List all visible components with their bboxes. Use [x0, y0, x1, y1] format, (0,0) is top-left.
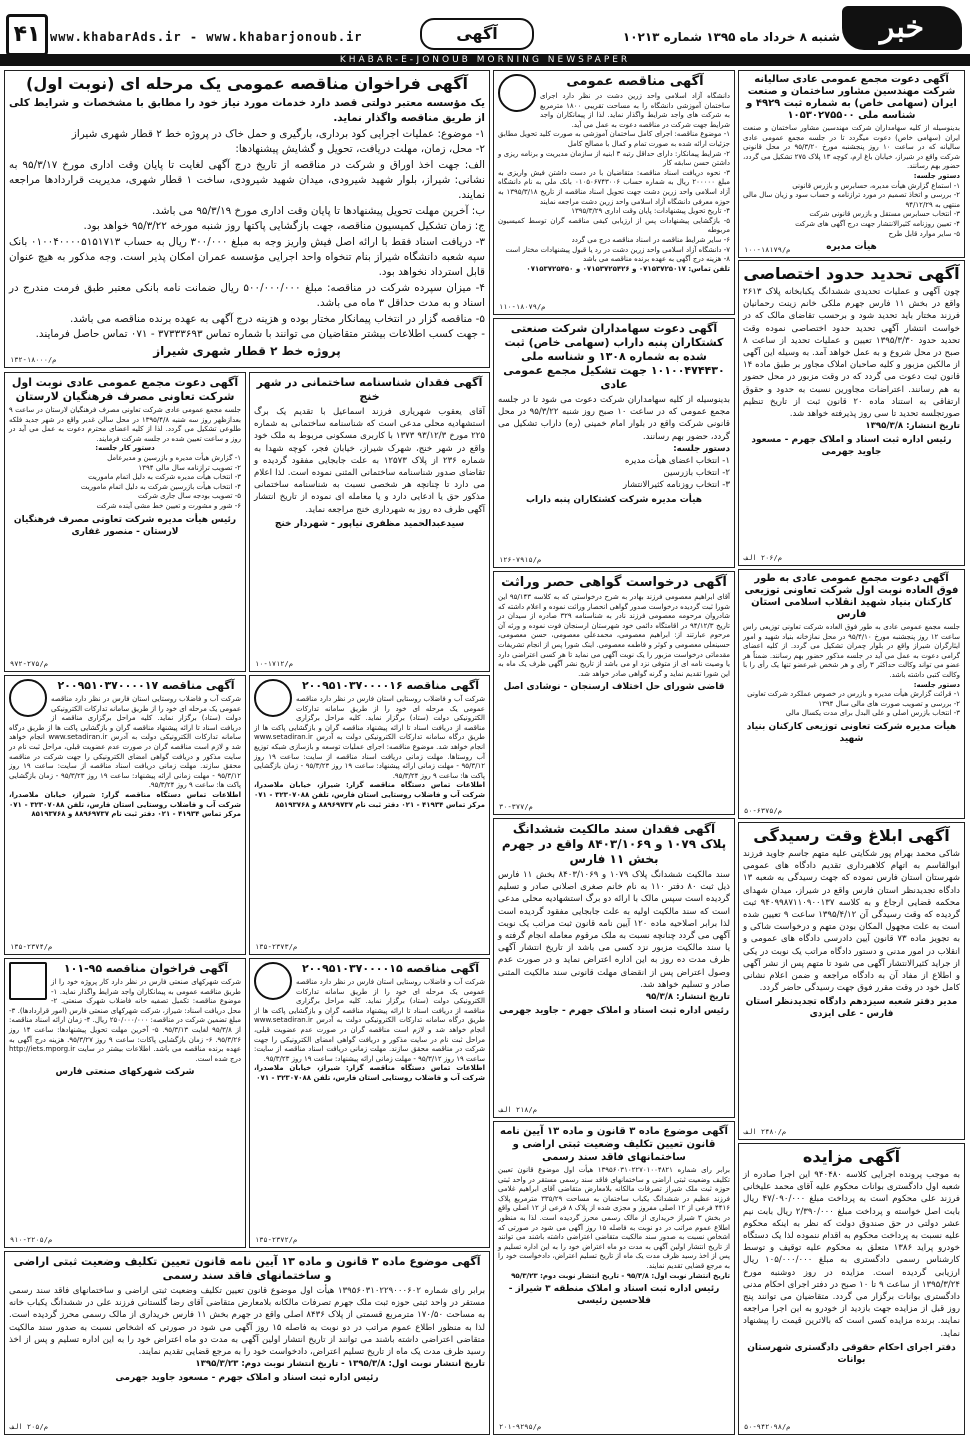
industrial-estates-logo-icon [9, 962, 47, 1000]
ad-body: بدینوسیله از کلیه سهامداران شرکت مهندسین مشاور ساختمان و صنعت ایران (سهامی خاص) دعوت میگردد تا در جلسه مجمع عمومی عادی سالیانه که در ساعت ۱۰ روز پنجشنبه مورخ ۹۵/۳/۲۰ در محل قانونی شرکت واقع در شیراز، خیابان باغ ارم، کوچه ۱۳ پلاک ۲۷۵ تشکیل می گردد، حضور بهم رسانند. [743, 124, 961, 171]
ad-tahdid-hodud [738, 260, 965, 566]
section-label: آگهی [420, 18, 534, 50]
ad-signature: هیأت مدیره شرکت تعاونی توزیعی کارکنان بنیاد شهید [746, 721, 957, 744]
ad-item: ب: آخرین مهلت تحویل پیشنهادها تا پایان وقت اداری مورخ ۹۵/۳/۱۹ می باشد. [151, 204, 485, 217]
ad-item: ۸- هزینه درج آگهی به عهده برنده مناقصه می باشد [583, 255, 730, 264]
ad-body: جلسه مجمع عمومی عادی به طور فوق العاده شرکت تعاونی توزیعی راس ساعت ۱۲ روز پنجشنبه مورخ ۹۵/۴/۱۰ در محل نمازخانه بنیاد شهید و امور ایثارگران شیراز واقع در بلوار چمران تشکیل می گردد. از کلیه اعضای گرامی دعوت به عمل می آید در جلسه مذکور حضور بهم رسانند. ضمناً هر عضو می تواند وکالت حداکثر ۳ رأی و هر شخص غیرعضو تنها یک رأی را با وکالت کتبی داشته باشد. [743, 623, 961, 679]
ad-monaghese-3 [249, 958, 490, 1248]
agenda-title: دستور جلسه: [913, 680, 960, 689]
ad-code: م/۲۲۰۵-۹۱۰ [10, 1236, 53, 1244]
ad-title: آگهی مزایده [802, 1147, 901, 1166]
ad-code: م/۱۸۱۷۹-۱۰۰ [744, 246, 791, 254]
water-company-logo-icon [9, 679, 47, 717]
ad-title: آگهی مناقصه ۲۰۰۹۵۱۰۳۷۰۰۰۰۱۵ [301, 962, 480, 975]
ad-eblagh-vaght [738, 822, 965, 1140]
ad-maddeh-3-jahrom [4, 1251, 490, 1435]
ad-farakhan-shahrak [4, 958, 246, 1248]
ad-item: ۵- بازگشایی پیشنهادات پس از ارزیابی کیفی مناقصه گران توسط کمیسیون مربوطه [498, 216, 730, 235]
ad-item: ۱- موضوع مناقصه: اجرای کامل ساختمان آموزشی به صورت کلید تحویل مطابق جزئیات ارائه شده به صورت تمام و کمال با مصالح کامل [498, 130, 730, 148]
ad-date: تاریخ انتشار نوبت اول: ۹۵/۳/۸ - تاریخ انتشار نوبت دوم: ۹۵/۳/۲۳ [511, 1271, 730, 1280]
agenda-item: ۱- قرائت گزارش هیأت مدیره و بازرس در خصوص عملکرد شرکت تعاونی [747, 690, 960, 699]
ad-code: م/۶۳۷۵-۵۰ [744, 807, 782, 815]
ad-body: شاکی محمد بهرام پور شکایتی علیه متهم جاسم جاوید فرزند ابوالقاسم به اتهام کلاهبرداری تقدیم دادگاه های عمومی شهرستان استان فارس نموده که جهت رسیدگی به شعبه ۱۳ دادگاه تجدیدنظر استان فارس واقع در شیراز، میدان شهدای محکمه قضایی ارجاع و به کلاسه ۹۴۰۹۹۸۷۱۱۰۹۰۰۱۳۷ ثبت گردیده که وقت رسیدگی آن ۱۳۹۵/۴/۱۲ ساعت ۹ تعیین شده است به علت مجهول المکان بودن متهم و درخواست شاکی و به تجویز ماده ۷۳ قانون آیین دادرسی دادگاه های عمومی و انقلاب در امور مدنی و دستور دادگاه مراتب یک نوبت در یکی از جراید کثیرالانتشار آگهی می شود تا متهم پس از نشر آگهی و اطلاع از مفاد آن به دادگاه مراجعه و ضمن اعلام نشانی کامل خود در وقت مقرر فوق جهت رسیدگی حاضر گردد. [743, 849, 961, 994]
ad-title: آگهی تحدید حدود اختصاصی [743, 264, 960, 283]
agenda-item: ۳- انتخاب حسابرس مستقل و بازرس قانونی شرکت [809, 210, 960, 219]
ad-title: آگهی دعوت مجمع عمومی عادی سالیانه شرکت مهندسین مشاور ساختمان و صنعت ایران (سهامی خاص) به شماره ثبت ۴۹۲۹ و شناسه ملی ۱۰۵۳۰۲۷۵۵۰۰ [746, 74, 957, 121]
ad-signature: قاضی شورای حل اختلاف ارسنجان - نوشادی اصل [503, 682, 725, 693]
ad-body: سند مالکیت ششدانگ پلاک ۱۰۷۹ و ۸۴۰۳/۱۰۶۹ بخش ۱۱ فارس ذیل ثبت ۸۰ دفتر ۱۱۰ به نام خانم صغری اصلانی صادر و تسلیم گردیده است سپس مالک با ارائه دو برگ استشهادیه محلی مدعی است که سند مالکیت اولیه به علت جابجایی مفقود گردیده است لذا برابر اصلاحیه ماده ۱۲۰ آیین نامه قانون ثبت مراتب یک نوبت آگهی می گردد چنانچه نسبت به ملک مرقوم معامله انجام گرفته و یا سند مالکیت مزبور نزد کسی می باشد از تاریخ انتشار آگهی ظرف مدت ده روز به این اداره اعتراض نماید و در صورت عدم وصول اعتراض پس از انقضای مهلت قانونی سند مالکیت المثنی صادر و تسلیم خواهد شد. [498, 870, 731, 990]
ad-signature: دفتر اجرای احکام حقوقی دادگستری شهرستان بوانات [747, 1342, 956, 1365]
ad-code: م/۹۲۹۵-۲۰۱ [499, 1423, 542, 1431]
ad-code: م/۱۷۱۲-۱۰ [255, 660, 293, 668]
ad-majma-farhangian [4, 372, 246, 672]
ad-majma-taavoni-bonyad [738, 569, 965, 819]
agenda-title: دستور جلسه: [673, 443, 730, 454]
newspaper-logo: خبر [842, 6, 962, 50]
ad-code: م/۲۳۷۳-۱۳۵ [255, 943, 298, 951]
ad-gavahi-vorasat [493, 571, 735, 815]
agenda-title: دستور کار جلسه: [95, 444, 155, 453]
ad-code: م/۲۱۸ الف [499, 1106, 537, 1114]
page-number: ۴۱ [6, 14, 48, 56]
ad-code: م/۳۷۷-۳۰ [499, 803, 533, 811]
ad-body: برابر رای شماره ۱۳۹۵۶۰۳۱۰۲۲۹۰۰۰۶۰۲ هیأت اول موضوع قانون تعیین تکلیف وضعیت ثبتی اراضی و ساختمانهای فاقد سند رسمی مستقر در واحد ثبتی حوزه ثبت ملک جهرم تصرفات مالکانه بلامعارض متقاضی آقای رضا گلستانی فرزند علی در ششدانگ یکباب خانه به مساحت ۱۷۰/۵۰ مترمربع قسمتی از پلاک ۸۴۳۶ اصلی واقع در جهرم بخش ۱۱ فارس خریداری از مالک رسمی محرز گردیده است. لذا به منظور اطلاع عموم مراتب در دو نوبت به فاصله ۱۵ روز آگهی می شود در صورتی که اشخاص نسبت به صدور سند مالکیت متقاضی اعتراضی داشته باشند می توانند از تاریخ انتشار اولین آگهی به مدت دو ماه اعتراض خود را به این اداره تسلیم و پس از اخذ رسید ظرف مدت یک ماه از تاریخ تسلیم اعتراض، دادخواست خود را به مرجع قضایی تقدیم نمایند. [9, 1286, 486, 1358]
agenda-item: ۱- انتخاب اعضای هیأت مدیره [624, 456, 730, 467]
ad-body: شرکت شهرکهای صنعتی فارس در نظر دارد کار پروژه خود را از طریق مناقصه عمومی به پیمانکاران واجد شرایط واگذار نماید. ۱- موضوع مناقصه: تکمیل تصفیه خانه فاضلاب شهرک صنعتی. ۲- محل دریافت اسناد: شیراز، شرکت شهرکهای صنعتی فارس (امور قراردادها). ۳- مبلغ تضمین شرکت در مناقصه: ۲۵۰/۰۰۰/۰۰۰ ریال. ۴- زمان ارائه اسناد مناقصه: از ۹۵/۳/۸ لغایت ۹۵/۳/۱۳. ۵- آخرین مهلت تحویل پیشنهادها: ساعت ۱۴ روز ۹۵/۳/۲۶. ۶- زمان بازگشایی پاکات: ساعت ۹ روز ۹۵/۳/۲۷. هزینه درج آگهی به عهده برنده مناقصه می باشد. اطلاعات بیشتر در سایت http://iets.mporg.ir درج شده است. [9, 978, 241, 1063]
agenda-item: ۱- گزارش هیأت مدیره و بازرسین و مدیرعامل [107, 453, 241, 462]
ad-maddeh-3-shiraz [493, 1121, 735, 1435]
ad-item: ۲- محل، زمان، مهلت دریافت، تحویل و گشایش پیشنهادها: [235, 143, 485, 156]
ad-item: ۴- تاریخ تحویل پیشنهادات: پایان وقت اداری ۱۳۹۵/۳/۲۹ [571, 207, 730, 216]
ad-title: آگهی فقدان شناسنامه ساختمانی در شهر خنج [256, 376, 483, 403]
ad-item: ج: زمان تشکیل کمیسیون مناقصه، جهت بازگشایی پاکتها روز شنبه مورخه ۹۵/۳/۲۲ خواهد بود. [83, 220, 485, 233]
ad-signature: پروژه خط ۲ قطار شهری شیراز [153, 343, 341, 358]
issue-date: شنبه ۸ خرداد ماه ۱۳۹۵ شماره ۱۰۲۱۳ [622, 30, 840, 44]
ad-signature: رئیس هیأت مدیره شرکت تعاونی مصرف فرهنگیان لارستان - منصور غفاری [13, 514, 237, 537]
agenda-item: ۲- بررسی و اتخاذ تصمیم در مورد ترازنامه و حساب سود و زیان سال مالی منتهی به ۹۴/۱۲/۲۹ [743, 191, 960, 209]
water-company-logo-icon [254, 679, 292, 717]
ad-body: چون آگهی و عملیات تحدیدی ششدانگ یکبابخانه پلاک ۲۶۱۳ واقع در بخش ۱۱ فارس جهرم ملکی خانم زینت رحمانیان فرزند مختار باید تحدید شود و برحسب تقاضای مالک که در خواست انتشار آگهی تحدید حدود اختصاصی نموده وقت تحدید حدود ۱۳۹۵/۳/۳۰ تعیین و عملیات تحدید از ساعت ۸ صبح در محل شروع و به عمل خواهد آمد. به وسیله این آگهی از مالکین مزبور و کلیه صاحبان املاک مجاور بر طبق ماده ۱۴ قانون ثبت دعوت می گردد که در وقت مزبور در محل حضور به هم رسانند. اعتراضات مجاورین نسبت به حدود و حقوق ارتفاقی به استناد ماده ۲۰ قانون ثبت از تاریخ تنظیم صورتجلسه تحدید تا سی روز پذیرفته خواهد شد. [743, 287, 961, 420]
ad-code: م/۲۰۵ الف [10, 1423, 48, 1431]
ad-signature: هیأت مدیره [826, 242, 877, 253]
ad-farakhan-monaghese [4, 70, 490, 368]
ad-contact: اطلاعات تماس دستگاه مناقصه گزار: شیراز، خیابان ملاصدرا، شرکت آب و فاضلاب روستایی استان فارس، تلفن ۳۲۳۰۷۰۸۸ - ۰۷۱ مرکز تماس ۴۱۹۳۴ - ۰۲۱ دفتر ثبت نام ۸۸۹۶۹۷۳۷ و ۸۵۱۹۳۷۶۸ [254, 781, 486, 809]
ad-sanad-malekiat [493, 818, 735, 1118]
ad-signature: رئیس اداره ثبت اسناد و املاک جهرم - جاوید جهرمی [498, 1006, 730, 1017]
ad-date: تاریخ انتشار نوبت اول: ۱۳۹۵/۳/۸ - تاریخ انتشار نوبت دوم: ۱۳۹۵/۳/۲۳ [195, 1359, 485, 1370]
agenda-item: ۲- بررسی و تصویب صورت های مالی سال ۱۳۹۴ [818, 699, 960, 708]
ad-body: برابر رای شماره ۱۳۹۵۶۰۳۱۰۲۲۷۰۱۰۰۴۸۲۱ هیأت اول موضوع قانون تعیین تکلیف وضعیت ثبتی اراضی و ساختمانهای فاقد سند رسمی مستقر در واحد ثبتی حوزه ثبت ملک شیراز تصرفات مالکانه بلامعارض متقاضی آقای ابراهیم غلامی فرزند عظیم در ششدانگ یکباب ساختمان به مساحت ۳۳۵/۲۹ مترمربع پلاک ۴۴۱۶ فرعی از ۱۲ اصلی مفروز و مجزی شده از پلاک ۸ فرعی از ۱۲ اصلی واقع در بخش ۳ شیراز خریداری از مالک رسمی محرز گردیده است. لذا به منظور اطلاع عموم مراتب در دو نوبت به فاصله ۱۵ روز آگهی می شود در صورتی که اشخاص نسبت به صدور سند مالکیت متقاضی اعتراضی داشته باشند می توانند از تاریخ انتشار اولین آگهی به مدت دو ماه اعتراض خود را به این اداره تسلیم و پس از اخذ رسید ظرف مدت یک ماه از تاریخ تسلیم اعتراض، دادخواست خود را به مرجع قضایی تقدیم نمایند. [498, 1166, 731, 1270]
ad-title: آگهی فراخوان مناقصه ۹۵-۱۰۱ [63, 962, 229, 975]
agenda-item: ۱- استماع گزارش هیأت مدیره، حسابرس و بازرس قانونی [792, 181, 960, 190]
ad-title: آگهی موضوع ماده ۳ قانون و ماده ۱۳ آیین نامه قانون تعیین تکلیف وضعیت ثبتی اراضی و ساختمانهای فاقد سند رسمی [500, 1126, 728, 1163]
ad-signature: رئیس اداره ثبت اسناد و املاک جهرم - مسعود جاوید جهرمی [115, 1373, 379, 1384]
ad-body: آقای ابراهیم معصومی فرزند بهادر به شرح درخواستی که به کلاسه ۹۵/۱۴۳ این شورا ثبت گردیده درخواست صدور گواهی انحصار وراثت نموده و اعلام داشته که شادروان مرحومه معصومی فرزند نادر به شناسنامه ۳۲۹ صادره از سیدان در تاریخ ۹۴/۱۲/۳ در اقامتگاه دائمی خود شهرستان ارسنجان فوت نموده و ورثه آن مرحوم عبارتند از: ابراهیم معصومی، محمدعلی معصومی، حسن معصومی، حسینعلی معصومی و کوثر و فاطمه معصومی. اینک شورا پس از انجام تشریفات مقدماتی درخواست مزبور را یک نوبت آگهی می نماید تا هر کسی اعتراضی دارد یا وصیت نامه ای از متوفی نزد او می باشد از تاریخ نشر آگهی ظرف یک ماه به این شورا تقدیم نماید و گرنه گواهی صادر خواهد شد. [498, 593, 731, 678]
ad-title: آگهی موضوع ماده ۳ قانون و ماده ۱۳ آیین نامه قانون تعیین تکلیف وضعیت ثبتی اراضی و ساختمانهای فاقد سند رسمی [13, 1255, 481, 1282]
ad-code: م/۲۳۷۴-۱۳۵ [10, 943, 53, 951]
agenda-item: ۴- انتخاب هیأت بازرسین شرکت به دلیل اتمام ماموریت [80, 482, 241, 491]
ad-code: م/۲۳۷۲-۱۳۵ [255, 1236, 298, 1244]
ad-signature: شرکت شهرکهای صنعتی فارس [55, 1067, 195, 1078]
ad-item: ۳- نحوه دریافت اسناد مناقصه: متقاضیان با در دست داشتن فیش واریزی به مبلغ ۲۰۰۰۰۰ ریال به شماره حساب ۰۱۰۵۰۶۷۴۳۰۰۶ بانک ملی به نام دانشگاه آزاد اسلامی واحد زرین دشت جهت تحویل اسناد مناقصه از تاریخ ۱۳۹۵/۳/۱۸ به حوزه معرفی دانشگاه آزاد اسلامی واحد زرین دشت مراجعه نمایند [498, 168, 730, 206]
ad-code: م/۱۸۰۷۹-۱۱۰ [499, 303, 546, 311]
ad-item: - جهت کسب اطلاعات بیشتر متقاضیان می توانند با شماره تماس ۳۷۳۳۳۶۹۳ - ۰۷۱ تماس حاصل فرمایند. [35, 328, 485, 341]
ad-body: دانشگاه آزاد اسلامی واحد زرین دشت در نظر دارد اجرای ساختمان آموزشی دانشگاه را به مساحت تقریبی ۱۸۰۰ مترمربع به شرکت های واجد شرایط واگذار نماید. لذا از پیمانکاران واجد شرایط جهت شرکت در مناقصه دعوت به عمل می آید. [540, 92, 730, 129]
ad-title: آگهی ابلاغ وقت رسیدگی [753, 826, 950, 845]
ad-majma-mohandesin [738, 70, 965, 258]
ad-title: آگهی دعوت مجمع عمومی عادی به طور فوق العاده نوبت اول شرکت تعاونی توزیعی کارکنان بنیاد شهید انقلاب اسلامی استان فارس [744, 573, 959, 620]
ad-contact: اطلاعات تماس دستگاه مناقصه گزار: شیراز، خیابان ملاصدرا، شرکت آب و فاضلاب روستایی استان فارس، تلفن ۳۲۳۰۷۰۸۸ - ۰۷۱ [254, 1064, 485, 1082]
ad-code: م/۲۴۸۰ الف [744, 1128, 787, 1136]
ad-phone: تلفن تماس: ۰۷۱۵۳۷۲۵۰۱۷ و ۰۷۱۵۳۷۲۵۴۲۶ و ۰۷۱۵۳۷۲۵۴۵۰ [526, 264, 730, 273]
ad-item: ۴- میزان سپرده شرکت در مناقصه: مبلغ ۵۰۰/۰۰۰/۰۰۰ ریال ضمانت نامه بانکی معتبر طبق فرمت مندرج در اسناد و به مدت حداقل ۳ ماه می باشد. [9, 281, 485, 310]
ad-date: تاریخ انتشار: ۹۵/۳/۸ [645, 992, 730, 1003]
ad-title: آگهی دعوت سهامداران شرکت صنعتی کشتکاران پنبه داراب (سهامی خاص) ثبت شده به شماره ۱۳۰۸ و شناسه ملی ۱۰۱۰۰۴۷۴۴۳۰ جهت تشکیل مجمع عمومی عادی [503, 322, 725, 391]
ad-item: ۷- دانشگاه آزاد اسلامی واحد زرین دشت در رد یا قبول پیشنهادات مختار است [505, 245, 730, 254]
water-company-logo-icon [254, 962, 292, 1000]
agenda-title: دستور جلسه: [913, 171, 960, 180]
ad-item: الف: جهت اخذ اوراق و شرکت در مناقصه از تاریخ درج آگهی لغایت تا پایان وقت اداری مورخ ۹۵/۳/۱۷ به نشانی: شیراز، بلوار شهید شیرودی، میدان شهید شیرودی، ساخت ۱ قطار شهری، مدیریت قراردادها مراجعه نمایند. [9, 158, 486, 202]
ad-code: م/۹۴۲۰۹۸-۵۰ [744, 1423, 791, 1431]
agenda-item: ۳- انتخاب روزنامه کثیرالانتشار [623, 480, 730, 491]
ad-item: ۳- دریافت اسناد فقط با ارائه اصل فیش واریز وجه به مبلغ ۳۰۰/۰۰۰ ریال به حساب ۰۱۰۰۴۰۰۰۰۵۱۵۱۷۱۳ بانک سپه شعبه دانشگاه شیراز بنام تنخواه واحد اجرایی مؤسسه عمران امکان پذیر است. وجه مذکور به هیچ عنوان قابل استرداد نخواهد بود. [9, 235, 485, 279]
ad-signature: هیأت مدیره شرکت کشتکاران پنبه داراب [525, 494, 703, 505]
ad-body: بدینوسیله از کلیه سهامداران شرکت دعوت می شود تا در جلسه مجمع عمومی که در ساعت ۱۰ صبح روز شنبه ۹۵/۳/۲۲ در محل قانونی شرکت واقع در بلوار امام خمینی (ره) داراب تشکیل می گردد، حضور بهم رسانند. [498, 395, 730, 442]
ad-body: شرکت آب و فاضلاب روستایی استان فارس در نظر دارد مناقصه عمومی یک مرحله ای خود را از طریق سامانه تدارکات الکترونیکی دولت (ستاد) برگزار نماید. کلیه مراحل برگزاری مناقصه از دریافت اسناد تا ارائه پیشنهاد مناقصه گران و بازگشایی پاکت ها از طریق درگاه سامانه تدارکات الکترونیکی دولت به آدرس www.setadiran.ir انجام خواهد شد و لازم است مناقصه گران در صورت عدم عضویت قبلی، مراحل ثبت نام در سایت مذکور و دریافت گواهی امضای الکترونیکی را جهت شرکت در مناقصه محقق سازند. مهلت زمانی دریافت اسناد مناقصه از سایت: ساعت ۱۹ روز ۹۵/۳/۱۲ - مهلت زمانی ارائه پیشنهاد: ساعت ۱۹ روز ۹۵/۳/۲۳ - زمان بازگشایی پاکت ها: ساعت ۹ روز ۹۵/۳/۲۴. [9, 695, 242, 790]
agenda-item: ۳- انتخاب بازرس اصلی و علی البدل برای مدت یکسال مالی [785, 709, 960, 718]
ad-title: آگهی مناقصه ۲۰۰۹۵۱۰۳۷۰۰۰۰۱۶ [301, 679, 480, 692]
ad-monaghese-1 [4, 675, 246, 955]
ad-contact: اطلاعات تماس دستگاه مناقصه گزار: شیراز، خیابان ملاصدرا، شرکت آب و فاضلاب روستایی استان فارس، تلفن ۳۲۳۰۷۰۸۸ - ۰۷۱ مرکز تماس ۴۱۹۳۴ - ۰۲۱ دفتر ثبت نام ۸۸۹۶۹۷۳۷ و ۸۵۱۹۳۷۶۸ [9, 790, 241, 819]
ad-signature: مدیر دفتر شعبه سیزدهم دادگاه تجدیدنظر استان فارس - علی ایزدی [745, 997, 958, 1020]
agenda-item: ۵- سایر موارد قابل طرح [888, 229, 960, 238]
agenda-item: ۶- شور و مشورت و تعیین خط مشی آینده شرکت [96, 501, 241, 510]
university-emblem-icon [498, 74, 536, 112]
ad-majma-darab [493, 318, 735, 568]
ad-intro: یک مؤسسه معتبر دولتی قصد دارد خدمات مورد نیاز خود را مطابق با مشخصات و شرایط کلی از طریق مناقصه واگذار نماید. [9, 97, 485, 125]
agenda-item: ۳- انتخاب هیأت مدیره شرکت به دلیل اتمام ماموریت [88, 473, 241, 482]
ad-item: ۲- شرایط پیمانکار: دارای حداقل رتبه ۳ ابنیه از سازمان مدیریت و برنامه ریزی و داشتن حسن سابقه کار [498, 149, 730, 168]
ad-body: جلسه مجمع عمومی عادی شرکت تعاونی مصرف فرهنگیان لارستان در ساعت ۹ بعدازظهر روز سه شنبه ۱۳۹۵/۴/۸ در محل سالن غدیر واقع در شهر جدید فلکه طلوعی تشکیل می گردد. لذا از کلیه اعضای محترم دعوت به عمل می آید در روز و ساعت تعیین شده در جلسه شرکت فرمایند. [9, 406, 242, 443]
website-urls[interactable]: www.khabarAds.ir - www.khabarjonoub.ir [50, 30, 363, 44]
agenda-item: ۲- تصویب ترازنامه سال مالی ۱۳۹۴ [138, 463, 241, 472]
ad-body: آقای یعقوب شهریاری فرزند اسماعیل با تقدیم یک برگ استشهادیه محلی مدعی است که شناسنامه ساختمانی به شماره ۲۲۵ مورخ ۹۳/۱۲/۳ ۱۳۷۳ با کاربری مسکونی مربوط به ملک خود واقع در شهر خنج، شهرک شیراز، خیابان فجر، کوچه شهدا به شماره ۲۳۶ از پلاک ۱۲۵۷۳ به علت جابجایی مفقود گردیده و تقاضای صدور شناسنامه ساختمانی المثنی نموده است. لذا اعلام می دارد تا چنانچه هر شخصی نسبت به شناسنامه ساختمانی مذکور حق یا ادعایی دارد و یا معامله ای نموده از تاریخ انتشار آگهی ظرف ده روز به شهرداری خنج مراجعه نماید. [254, 407, 486, 515]
ad-code: م/۱۸۰۰۰-۱۳۲ [10, 356, 57, 364]
ad-title: آگهی دعوت مجمع عمومی عادی نوبت اول شرکت تعاونی مصرف فرهنگیان لارستان [11, 376, 239, 403]
ad-monaghese-daneshgah [493, 70, 735, 315]
ad-title: آگهی مناقصه عمومی [566, 74, 704, 89]
ad-code: م/۲۷۵-۹۷۲ [10, 660, 48, 668]
ad-monaghese-2 [249, 675, 490, 955]
agenda-item: ۴- تعیین روزنامه کثیرالانتشار جهت درج آگهی های شرکت [795, 219, 960, 228]
ad-title: آگهی مناقصه ۲۰۰۹۵۱۰۳۷۰۰۰۰۱۷ [57, 679, 235, 692]
masthead-band: KHABAR-E-JONOUB MORNING NEWSPAPER [0, 54, 970, 66]
ad-item: ۶- سایر شرایط مناقصه در اسناد مناقصه درج می گردد [571, 235, 730, 244]
ad-item: ۱- موضوع: عملیات اجرایی کود برداری، بارگیری و حمل خاک در پروژه خط ۲ قطار شهری شیراز [71, 127, 485, 140]
ad-title: آگهی فراخوان مناقصه عمومی یک مرحله ای (نوبت اول) [26, 74, 468, 93]
ad-signature: سیدعبدالحمید مظفری نیاپور - شهردار خنج [274, 518, 465, 529]
ad-code: م/۲۰۶ الف [744, 554, 782, 562]
ad-signature: رئیس اداره ثبت اسناد و املاک منطقه ۳ شیراز - فلاحسین رئیسی [508, 1284, 720, 1307]
masthead [0, 0, 970, 56]
ad-body: شرکت آب و فاضلاب روستایی استان فارس در نظر دارد مناقصه عمومی یک مرحله ای خود را از طریق سامانه تدارکات الکترونیکی دولت (ستاد) برگزار نماید. کلیه مراحل برگزاری مناقصه از دریافت اسناد تا ارائه پیشنهاد مناقصه گران و بازگشایی پاکت ها از طریق درگاه سامانه تدارکات الکترونیکی دولت به آدرس www.setadiran.ir انجام خواهد شد. موضوع مناقصه: اجرای عملیات توسعه و بازسازی شبکه توزیع آب روستاها. مهلت زمانی دریافت اسناد مناقصه از سایت: ساعت ۱۹ روز ۹۵/۳/۱۲ - مهلت زمانی ارائه پیشنهاد: ساعت ۱۹ روز ۹۵/۳/۲۳ - زمان بازگشایی پاکت ها: ساعت ۹ روز ۹۵/۳/۲۴. [254, 695, 485, 780]
ad-title: آگهی فقدان سند مالکیت ششدانگ پلاک ۱۰۷۹ و ۸۴۰۳/۱۰۶۹ واقع در جهرم بخش ۱۱ فارس [501, 822, 727, 866]
ad-date: تاریخ انتشار: ۱۳۹۵/۳/۸ [865, 421, 960, 432]
ad-fadan-shenasname [249, 372, 490, 672]
ad-item: ۵- مناقصه گزار در انتخاب پیمانکار مختار بوده و هزینه درج آگهی به عهده برنده مناقصه می باشد. [69, 312, 485, 325]
ad-signature: رئیس اداره ثبت اسناد و املاک جهرم - مسعود جاوید جهرمی [751, 435, 952, 458]
ad-code: م/۷۹۱۵-۱۲۶ [499, 556, 542, 564]
agenda-item: ۵- تصویب بودجه سال جاری شرکت [138, 492, 241, 501]
ad-body: به موجب پرونده اجرایی کلاسه ۹۴۰۴۸۰ این اجرا صادره از شعبه اول دادگستری بوانات محکوم علیه آقای محمد علیخانی فرزند علی محکوم است به پرداخت مبلغ ۴۷/۰۹۰/۰۰۰ ریال بابت اصل خواسته و پرداخت مبلغ ۲/۳۹۰/۰۰۰ ریال بابت نیم عشر دولتی در حق صندوق دولت که نظر به اینکه محکوم علیه نسبت به پرداخت محکوم به اقدام ننموده لذا یک دستگاه خودرو پراید ۱۳۸۶ متعلق به محکوم علیه توقیف و توسط کارشناس رسمی دادگستری به مبلغ ۱۰۵/۰۰۰/۰۰۰ ریال ارزیابی گردیده است. مزایده در روز دوشنبه مورخ ۱۳۹۵/۳/۲۴ از ساعت ۹ تا ۱۰ صبح در دفتر اجرای احکام مدنی دادگستری بوانات برگزار می گردد. متقاضیان می توانند پنج روز قبل از مزایده جهت بازدید از خودرو به این اجرا مراجعه نمایند. برنده مزایده کسی است که بالاترین قیمت را پیشنهاد نماید. [743, 1170, 960, 1339]
ad-title: آگهی درخواست گواهی حصر وراثت [501, 575, 727, 590]
ad-mozayede [738, 1143, 965, 1435]
agenda-item: ۲- انتخاب بازرسین [663, 468, 730, 479]
ad-body: شرکت آب و فاضلاب روستایی استان فارس در نظر دارد مناقصه عمومی یک مرحله ای خود را از طریق سامانه تدارکات الکترونیکی دولت (ستاد) برگزار نماید. کلیه مراحل برگزاری مناقصه از دریافت اسناد تا ارائه پیشنهاد مناقصه گران و بازگشایی پاکت ها از طریق درگاه سامانه تدارکات الکترونیکی دولت به آدرس www.setadiran.ir انجام خواهد شد و لازم است مناقصه گران در صورت عدم عضویت قبلی، مراحل ثبت نام در سایت مذکور و دریافت گواهی امضای الکترونیکی را جهت شرکت در مناقصه محقق سازند. مهلت زمانی دریافت اسناد مناقصه از سایت: ساعت ۱۹ روز ۹۵/۳/۱۲ - مهلت زمانی ارائه پیشنهاد: ساعت ۱۹ روز ۹۵/۳/۲۳. [254, 978, 485, 1063]
